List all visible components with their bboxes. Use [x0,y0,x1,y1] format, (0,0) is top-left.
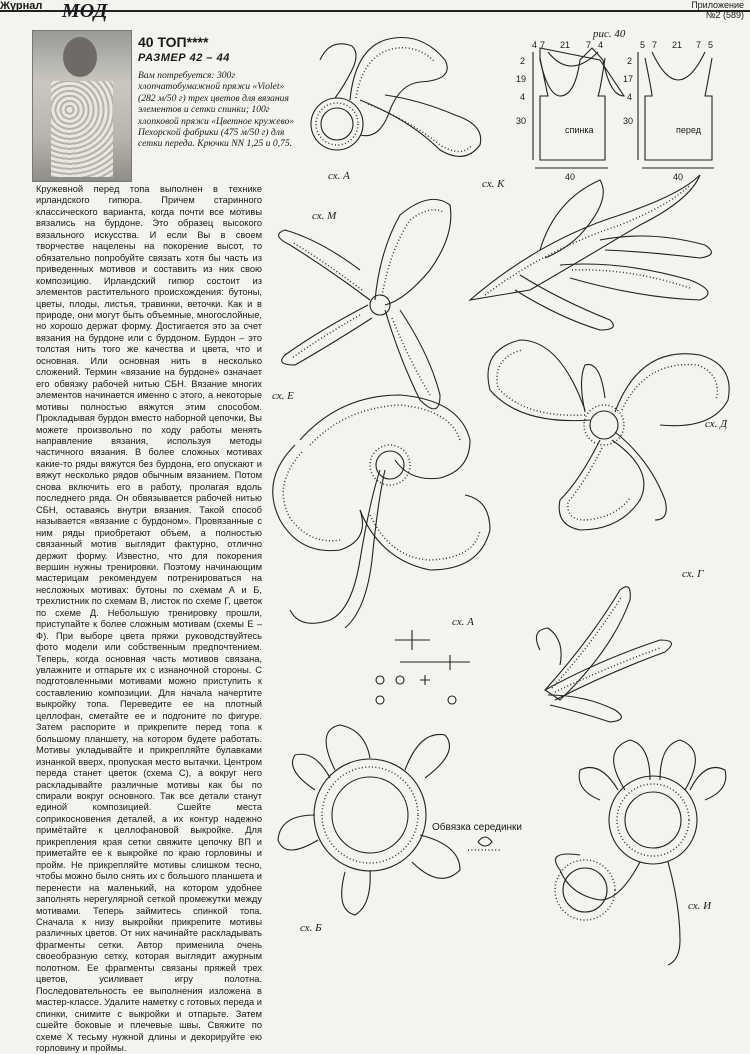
back-width-dim: 40 [565,172,576,182]
scheme-a-mid-label: сх. А [452,616,474,628]
front-top-dim-5: 5 [708,40,714,50]
scheme-g [536,587,671,722]
scheme-e-label: сх. Е [272,390,294,402]
back-top-dim-2: 7 [540,40,546,50]
back-label: спинка [565,125,594,135]
scheme-i-label: сх. И [688,900,712,912]
back-side-dim-3: 4 [520,92,526,102]
front-top-dim-2: 7 [652,40,658,50]
back-top-dim-1: 4 [532,40,538,50]
scheme-b [278,725,460,915]
back-side-dim-1: 2 [520,56,526,66]
instructions-text: Кружевной перед топа выполнен в технике ирландского гипюра. Причем старинного классического варианта, когда почти все мотивы вязались на бурдоне. Это образец высокого вязального искусства. И если Вы в своем творчестве нацелены на покорение высот, то обязательно попробуйте связать хотя бы часть из приведенных мотивов и составить из них свою композицию. Ирландский гипюр состоит из элементов растительного происхождения: бутоны, цветы, плоды, листья, травинки, веточки. Как и в природе, они могут быть объемные, многослойные, но хорошо держат форму. Достигается это за счет вязания на бурдоне или с бурдоном. Бурдон – это толстая нить того же качества и цвета, что и основная. Или основная нить в несколько сложений. Термин «вязание на бурдоне» означает его обвязку рабочей нитью СБН. Вязание многих элементов начинается именно с этого, а некоторые мотивы полностью вяжутся этим способом. Прокладывая бурдон вместо наборной цепочки, Вы можете произвольно по ходу работы менять направление вязания, используя методы частичного вязания. В более сложных мотивах какие-то ряды вяжутся без бурдона, его опускают и вяжут несколько рядов обычным вязанием. Потом снова включить его в работу, пролагая вдоль последнего ряда. Он обвязывается рабочей нитью СБН, оставаясь внутри вязания. Такой способ называется «вязание с бурдоном». Провязанные с ним ряды приобретают объем, а полностью связанный мотив выглядит фактурно, отлично держит форму. Известно, что для покорения вершин нужны тренировки. Поэтому начинающим мастерицам рекомендуем потренироваться на несложных мотивах: бутоны по схемам А и Б, трехлистник по схемам В, листок по схеме Г, цветок по схеме Д. Небольшую тренировку прошли, приступайте к более сложным мотивам (схемы Е – Ф). При выборе цвета пряжи руководствуйтесь фото модели или собственным предпочтением. Теперь, когда основная часть мотивов связана, увлажните и отпарьте их с изнаночной стороны. С подготовленными мотивами можно приступить к составлению композиции. Для начала начертите выкройку топа. Переведите ее на плотный целлофан, сметайте ее и подгоните по фигуре. Затем распорите и прикрепите перед топа к большому планшету, на котором будете работать. Мотивы укладывайте и прикрепляйте булавками изнанкой вверх, пропуская место вытачки. Центром переда станет цветок (схема С), а вокруг него раскладывайте различные мотивы как бы по спирали вокруг основного. Так все детали станут единой композицией. Сшейте места соприкосновения деталей, а их контур надежно примётайте к целлофановой выкройке. Для прикрепления края сетки свяжите цепочку ВП и приметайте ее к выкройке по краю горловины и пройм. Не прикрепляйте мотивы слишком тесно, чтобы можно было снять их с большого планшета и перенести на маленький, на котором удобнее заполнять нерегулярной сеткой промежутки между мотивами. Теперь займитесь спинкой топа. Сначала к низу выкройки прикрепите мотивы различных цветов. От них начинайте раскладывать фрагменты сетки. Автор применила очень своеобразную сетку, которая выглядит ажурным полотном. Ее фрагменты связаны пряжей трех цветов, усиливает игру полотна. Последовательность ее выполнения изложена в мастер-классе. Удалите наметку с готовых переда и спинки, снимите с выкройки и отпарьте. Затем сшейте боковые и плечевые швы. Свяжите по схеме Х тесьму нужной длины и декорируйте ею горловину и проймы. [36,184,262,1053]
back-side-dim-4: 30 [516,116,527,126]
scheme-a-top [311,38,481,157]
scheme-d-label: сх. Д [705,418,728,430]
magazine-logo: МОД [62,0,108,22]
center-binding-label: Обвязка серединки [432,822,523,833]
front-top-dim-4: 7 [696,40,702,50]
front-side-dim-4: 30 [623,116,634,126]
back-top-dim-4: 7 [586,40,592,50]
scheme-a-top-label: сх. А [328,170,350,182]
back-side-dim-2: 19 [516,74,527,84]
scheme-k-label: сх. К [482,178,505,190]
issue-number: №2 (589) [705,10,744,20]
supplement-label: Приложение [691,0,744,10]
front-side-dim-2: 17 [623,74,634,84]
back-top-dim-3: 21 [560,40,571,50]
scheme-d [488,340,729,530]
scheme-i [555,740,726,965]
front-label: перед [676,125,701,135]
front-top-dim-3: 21 [672,40,683,50]
article-title: 40 ТОП**** [138,34,209,50]
back-top-dim-5: 4 [598,40,604,50]
pattern-pieces [533,48,714,168]
scheme-m-label: сх. М [312,210,337,222]
size-range: РАЗМЕР 42 – 44 [138,52,230,64]
scheme-e [273,395,490,628]
figure-label: рис. 40 [593,28,626,40]
scheme-b-label: сх. Б [300,922,322,934]
center-binding-motif [468,837,500,850]
materials-text: Вам потребуется: 300г хлопчатобумажной пряжи «Violet» (282 м/50 г) трех цветов для вязания элементов и сетки спинки; 100г хлопковой пряжи «Цветное кружево» Пехорской фабрики (475 м/50 г) для сетки переда. Крючки NN 1,25 и 0,75. [138,70,295,150]
magazine-label: Журнал [0,0,43,12]
scheme-k [470,175,711,330]
scheme-g-label: сх. Г [682,568,704,580]
front-side-dim-3: 4 [627,92,633,102]
front-top-dim-1: 5 [640,40,646,50]
front-side-dim-1: 2 [627,56,633,66]
front-width-dim: 40 [673,172,684,182]
scheme-a-mid [376,630,470,704]
scheme-m [279,199,451,409]
